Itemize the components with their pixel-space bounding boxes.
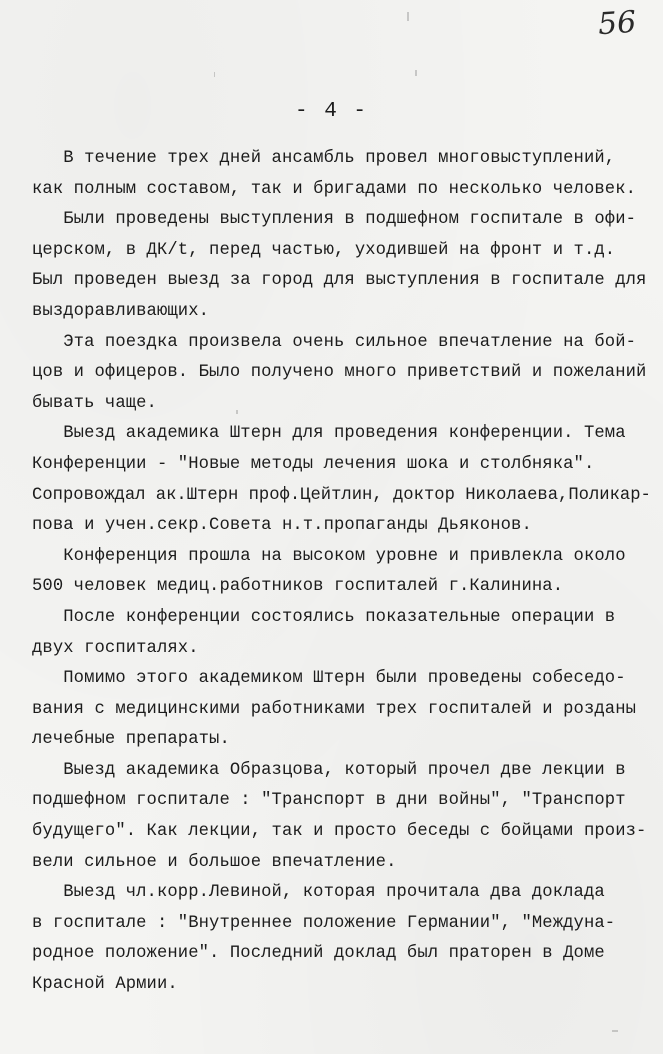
archive-page-number: 56 [596, 4, 638, 43]
text-line: Конференция прошла на высоком уровне и привлекла около [32, 546, 626, 566]
text-line: Помимо этого академиком Штерн были проведены собеседо- [32, 669, 626, 689]
text-line: цов и офицеров. Было получено много приветствий и пожеланий [32, 363, 647, 383]
text-line: выздоравливающих. [32, 301, 210, 321]
text-line: Были проведены выступления в подшефном госпитале в офи- [32, 210, 637, 230]
scan-mark [236, 410, 238, 414]
text-line: вания с медицинскими работниками трех госпиталей и розданы [32, 699, 637, 719]
text-line: Выезд академика Образцова, который прочел две лекции в [32, 760, 626, 780]
text-line: будущего". Как лекции, так и просто беседы с бойцами произ- [32, 822, 647, 842]
text-line: После конференции состоялись показательные операции в [32, 607, 616, 627]
text-line: В течение трех дней ансамбль провел многовыступлений, [32, 149, 616, 168]
text-line: Красной Армии. [32, 975, 178, 995]
text-line: лечебные препараты. [32, 730, 230, 750]
text-line: подшефном госпитале : "Транспорт в дни войны", "Транспорт [32, 791, 626, 811]
text-line: в госпитале : "Внутреннее положение Германии", "Междуна- [32, 913, 616, 933]
text-line: родное положение". Последний доклад был праторен в Доме [32, 944, 605, 964]
text-line: двух госпиталях. [32, 638, 199, 658]
text-line: Конференции - "Новые методы лечения шока и столбняка". [32, 454, 595, 474]
text-line: вели сильное и большое впечатление. [32, 852, 397, 872]
text-line: Выезд академика Штерн для проведения конференции. Тема [32, 424, 626, 444]
scan-mark [415, 70, 417, 76]
text-line: пова и учен.секр.Совета н.т.пропаганды Дьяконов. [32, 516, 532, 536]
scan-mark [214, 72, 215, 77]
text-line: Сопровождал ак.Штерн проф.Цейтлин, доктор Николаева,Поликар- [32, 485, 651, 505]
text-line: 500 человек медиц.работников госпиталей г.Калинина. [32, 577, 564, 597]
page-number: - 4 - [294, 100, 368, 123]
scan-mark [407, 12, 409, 21]
text-line: бывать чаще. [32, 393, 157, 413]
scan-mark [612, 1030, 618, 1032]
document-body [32, 144, 657, 1001]
text-line: как полным составом, так и бригадами по несколько человек. [32, 179, 637, 199]
text-line: Эта поездка произвела очень сильное впечатление на бой- [32, 332, 637, 352]
text-line: церском, в ДК/t, перед частью, уходившей на фронт и т.д. [32, 240, 616, 260]
text-line: Выезд чл.корр.Левиной, которая прочитала два доклада [32, 883, 605, 903]
text-line: Был проведен выезд за город для выступления в госпитале для [32, 271, 647, 291]
